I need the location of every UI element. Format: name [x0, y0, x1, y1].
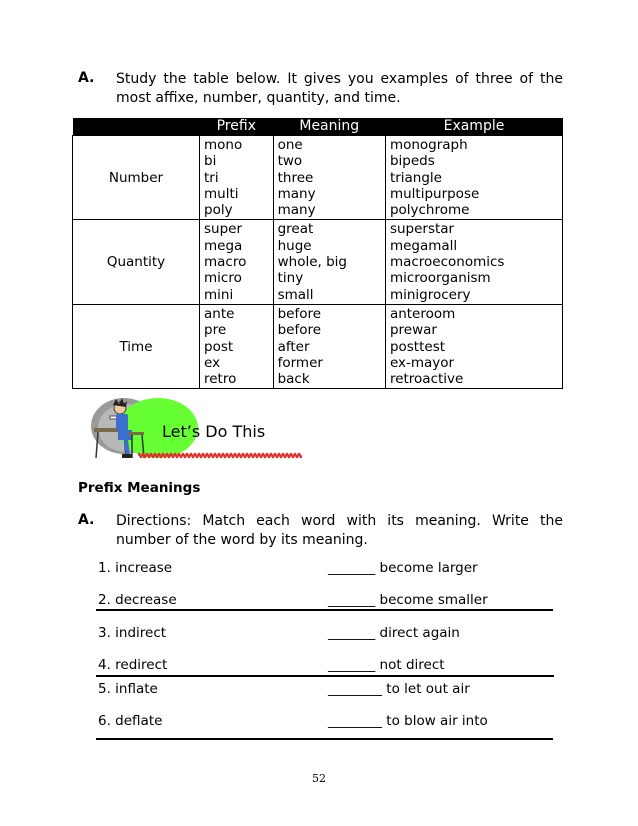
example-cell	[385, 304, 562, 388]
section-a2-directions: Directions: Match each word with its meaning. Write the number of the word by its meaning.	[116, 513, 563, 548]
prefixe-entry: ex	[204, 354, 221, 371]
meaning-entry: small	[277, 286, 314, 303]
example-entry: anteroom	[389, 305, 456, 322]
example-entry: monograph	[389, 137, 468, 153]
prefixe-entry: pre	[204, 322, 227, 339]
prefix-meanings-heading: Prefix Meanings	[78, 480, 201, 496]
matching-meaning-3: _______ direct again	[328, 625, 460, 641]
underline-rule	[96, 609, 553, 611]
underline-rule	[96, 675, 554, 677]
meaning-entry: many	[277, 202, 316, 219]
matching-meaning-4: _______ not direct	[328, 657, 445, 673]
affix-table	[72, 118, 563, 389]
example-entry: megamall	[389, 237, 458, 254]
example-entry: microorganism	[389, 270, 491, 287]
prefixe-entry: bi	[204, 153, 217, 170]
header-prefix: Prefix	[200, 118, 274, 136]
meaning-entry: three	[277, 169, 314, 186]
banner-title: Let’s Do This	[162, 422, 266, 441]
matching-meaning-5: ________ to let out air	[328, 681, 470, 697]
example-cell	[385, 136, 562, 220]
section-a-instructions: Study the table below. It gives you examples of three of the most affixe, number, quantity, and time.	[116, 71, 563, 106]
matching-word-3: 3. indirect	[98, 625, 167, 641]
meaning-entry: whole, big	[277, 254, 347, 271]
meaning-entry: after	[277, 338, 310, 355]
section-a2-letter: A.	[78, 512, 95, 528]
section-a-letter: A.	[78, 70, 95, 86]
meaning-cell	[273, 136, 385, 220]
prefixe-entry: mega	[204, 237, 243, 254]
meaning-cell	[273, 304, 385, 388]
matching-word-2: 2. decrease	[98, 592, 177, 608]
example-entry: polychrome	[389, 202, 470, 219]
meaning-entry: two	[277, 153, 303, 170]
meaning-cell	[273, 220, 385, 304]
table-header-row	[73, 118, 563, 136]
prefixe-cell	[200, 220, 274, 304]
example-entry: minigrocery	[389, 286, 471, 303]
category-cell: Time	[73, 304, 200, 388]
header-blank	[73, 118, 200, 136]
example-entry: ex-mayor	[389, 354, 455, 371]
meaning-entry: huge	[277, 237, 312, 254]
header-meaning: Meaning	[273, 118, 385, 136]
meaning-entry: before	[277, 305, 322, 322]
meaning-entry: one	[277, 137, 303, 153]
wavy-underline	[138, 452, 302, 459]
category-cell: Number	[73, 136, 200, 220]
prefixe-entry: post	[204, 338, 234, 355]
prefixe-entry: mono	[204, 137, 243, 153]
example-entry: posttest	[389, 338, 446, 355]
meaning-entry: great	[277, 221, 314, 238]
table-row	[73, 304, 563, 388]
matching-word-6: 6. deflate	[98, 713, 163, 729]
header-example: Example	[385, 118, 562, 136]
prefixe-entry: super	[204, 221, 243, 238]
prefixe-entry: multi	[204, 185, 239, 202]
matching-word-5: 5. inflate	[98, 681, 158, 697]
prefixe-entry: poly	[204, 202, 233, 219]
example-entry: superstar	[389, 221, 455, 238]
table-row	[73, 136, 563, 220]
example-entry: bipeds	[389, 153, 435, 170]
meaning-entry: tiny	[277, 270, 304, 287]
prefixe-entry: tri	[204, 169, 219, 186]
example-entry: macroeconomics	[389, 254, 505, 271]
meaning-entry: many	[277, 185, 316, 202]
prefixe-entry: retro	[204, 371, 237, 388]
prefixe-cell	[200, 304, 274, 388]
example-entry: triangle	[389, 169, 442, 186]
category-cell: Quantity	[73, 220, 200, 304]
meaning-entry: former	[277, 354, 323, 371]
example-entry: prewar	[389, 322, 437, 339]
meaning-entry: back	[277, 371, 310, 388]
example-entry: multipurpose	[389, 185, 480, 202]
matching-meaning-2: _______ become smaller	[328, 592, 488, 608]
underline-rule	[96, 738, 553, 740]
matching-word-4: 4. redirect	[98, 657, 168, 673]
prefixe-cell	[200, 136, 274, 220]
prefixe-entry: macro	[204, 254, 247, 271]
table-row	[73, 220, 563, 304]
matching-word-1: 1. increase	[98, 560, 173, 576]
example-cell	[385, 220, 562, 304]
prefixe-entry: mini	[204, 286, 234, 303]
meaning-entry: before	[277, 322, 322, 339]
page-number: 52	[312, 772, 326, 785]
prefixe-entry: ante	[204, 305, 235, 322]
matching-meaning-6: ________ to blow air into	[328, 713, 488, 729]
prefixe-entry: micro	[204, 270, 242, 287]
matching-meaning-1: _______ become larger	[328, 560, 478, 576]
example-entry: retroactive	[389, 371, 464, 388]
